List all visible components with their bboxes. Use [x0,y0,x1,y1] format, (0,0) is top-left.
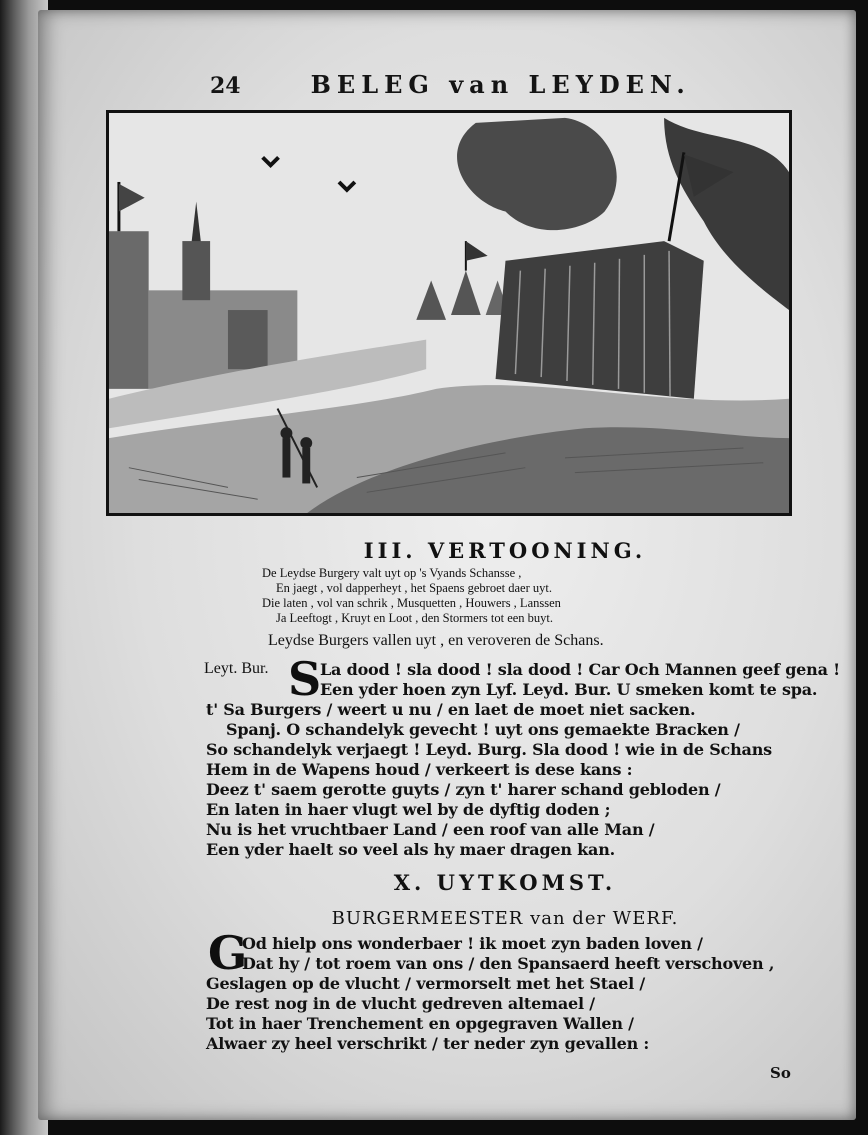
drop-initial-g: G [208,926,248,980]
verse-line: Deez t' saem gerotte guyts / zyn t' harer schand gebloden / [206,780,721,799]
finale-verse [206,974,806,1054]
page-number: 24 [210,73,241,99]
scene-heading: III. VERTOONING. [363,538,647,563]
verse-line: La dood ! sla dood ! sla dood ! Car Och Mannen geef gena ! [320,660,840,679]
verse-line: Een yder hoen zyn Lyf. Leyd. Bur. U smeken komt te spa. [320,680,818,699]
speaker-label: Leyt. Bur. [204,660,269,677]
running-head [210,70,730,99]
siege-woodcut-illustration [106,110,792,516]
verse-line: Dat hy / tot roem van ons / den Spansaerd heeft verschoven , [242,954,775,973]
verse-line: Tot in haer Trenchement en opgegraven Wallen / [206,1014,634,1033]
finale-speaker-heading: BURGERMEESTER van der WERF. [331,908,679,929]
verse-line: t' Sa Burgers / weert u nu / en laet de moet niet sacken. [206,700,696,719]
scene-verse [206,700,806,860]
summary-line: Die laten , vol van schrik , Musquetten , Houwers , Lanssen [262,596,561,610]
verse-line: En laten in haer vlugt wel by de dyftig doden ; [206,800,611,819]
verse-line: De rest nog in de vlucht gedreven altemael / [206,994,595,1013]
summary-line: En jaegt , vol dapperheyt , het Spaens gebroet daer uyt. [276,581,552,595]
verse-line: Een yder haelt so veel als hy maer dragen kan. [206,840,616,859]
verse-line: Spanj. O schandelyk gevecht ! uyt ons gemaekte Bracken / [226,720,740,739]
verse-line: Nu is het vruchtbaer Land / een roof van alle Man / [206,820,655,839]
drop-initial-s: S [288,652,322,706]
verse-line: Od hielp ons wonderbaer ! ik moet zyn baden loven / [242,934,703,953]
scene-verse-top [320,660,840,700]
woodcut-svg [109,113,789,513]
verse-line: Hem in de Wapens houd / verkeert is dese kans : [206,760,633,779]
scene-subtitle: Leydse Burgers vallen uyt , en veroveren de Schans. [268,632,604,649]
scene-summary [262,566,702,626]
fortress-schans [496,241,704,399]
summary-line: De Leydse Burgery valt uyt op 's Vyands Schansse , [262,566,522,580]
running-title: BELEG van LEYDEN. [310,70,691,99]
finale-heading: X. UYTKOMST. [393,870,617,895]
finale-verse-top [242,934,802,974]
town-tower [109,231,149,389]
verse-line: Geslagen op de vlucht / vermorselt met het Stael / [206,974,645,993]
verse-line: So schandelyk verjaegt ! Leyd. Burg. Sla dood ! wie in de Schans [206,740,772,759]
verse-line: Alwaer zy heel verschrikt / ter neder zyn gevallen : [206,1034,650,1053]
catchword: So [770,1064,791,1082]
summary-line: Ja Leeftogt , Kruyt en Loot , den Stormers tot een buyt. [276,611,554,625]
